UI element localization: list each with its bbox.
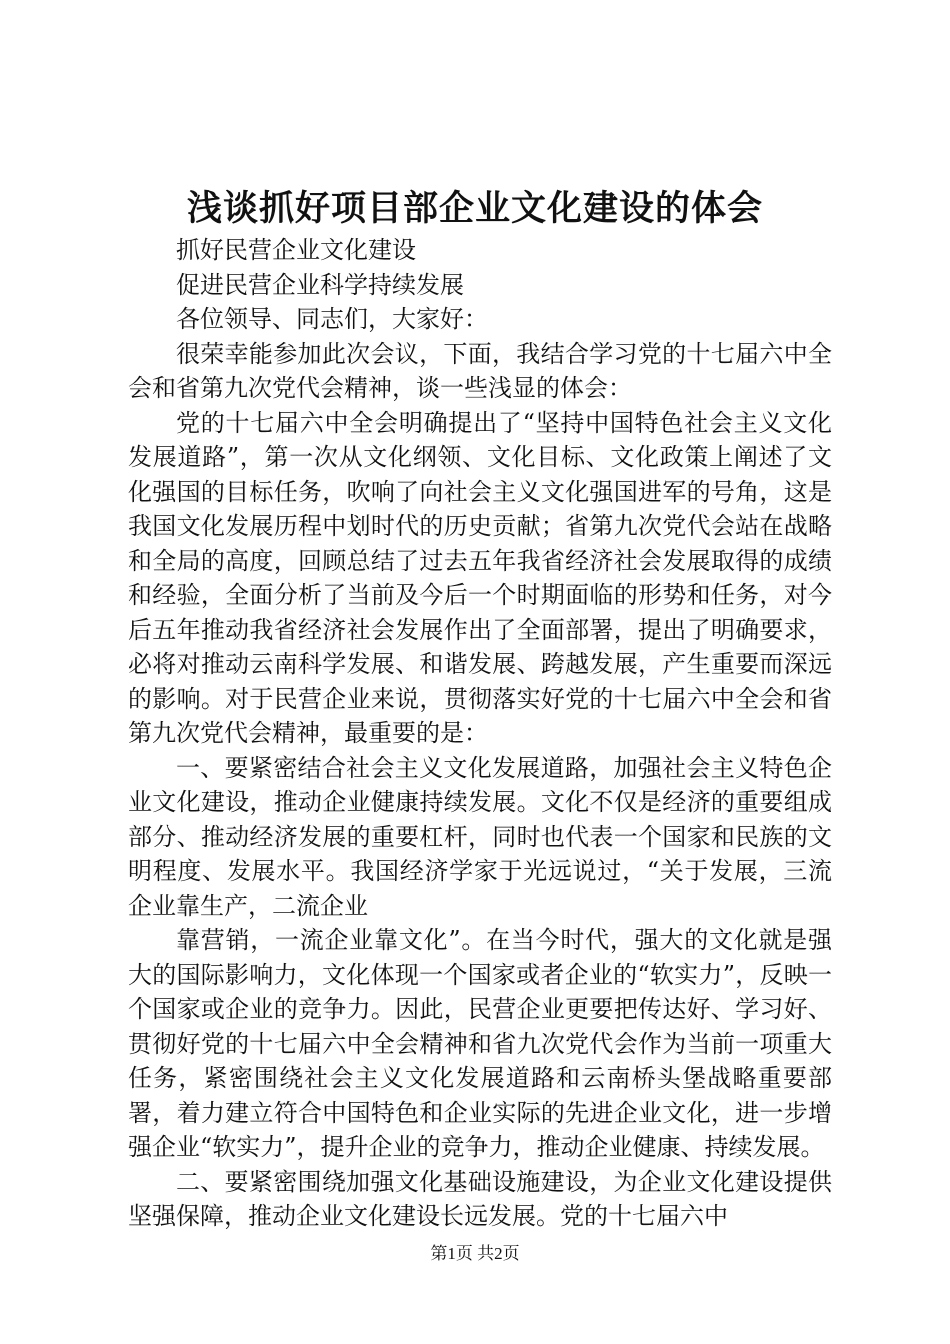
body-paragraph: 很荣幸能参加此次会议，下面，我结合学习党的十七届六中全会和省第九次党代会精神，谈一些浅显的体会： (128, 339, 832, 402)
body-paragraph: 党的十七届六中全会明确提出了“坚持中国特色社会主义文化发展道路”，第一次从文化纲领、文化目标、文化政策上阐述了文化强国的目标任务，吹响了向社会主义文化强国进军的号角，这是我国文化发展历程中划时代的历史贡献；省第九次党代会站在战略和全局的高度，回顾总结了过去五年我省经济社会发展取得的成绩和经验，全面分析了当前及今后一个时期面临的形势和任务，对今后五年推动我省经济社会发展作出了全面部署，提出了明确要求，必将对推动云南科学发展、和谐发展、跨越发展，产生重要而深远的影响。对于民营企业来说，贯彻落实好党的十七届六中全会和省第九次党代会精神，最重要的是： (128, 408, 832, 747)
body-paragraph: 二、要紧密围绕加强文化基础设施建设，为企业文化建设提供坚强保障，推动企业文化建设长远发展。党的十七届六中 (128, 1167, 832, 1230)
document-title: 浅谈抓好项目部企业文化建设的体会 (186, 188, 763, 229)
page-footer: 第1页 共2页 (430, 1244, 520, 1263)
body-paragraph: 靠营销，一流企业靠文化”。在当今时代，强大的文化就是强大的国际影响力，文化体现一个国家或者企业的“软实力”，反映一个国家或企业的竞争力。因此，民营企业更要把传达好、学习好、贯彻好党的十七届六中全会精神和省九次党代会作为当前一项重大任务，紧密围绕社会主义文化发展道路和云南桥头堡战略重要部署，着力建立符合中国特色和企业实际的先进企业文化，进一步增强企业“软实力”，提升企业的竞争力，推动企业健康、持续发展。 (128, 926, 832, 1161)
document-body (128, 233, 832, 1234)
subtitle-line-2: 促进民营企业科学持续发展 (176, 270, 464, 299)
body-paragraph: 一、要紧密结合社会主义文化发展道路，加强社会主义特色企业文化建设，推动企业健康持续发展。文化不仅是经济的重要组成部分、推动经济发展的重要杠杆，同时也代表一个国家和民族的文明程度、发展水平。我国经济学家于光远说过，“关于发展，三流企业靠生产，二流企业 (128, 753, 832, 920)
subtitle-line-1: 抓好民营企业文化建设 (176, 236, 416, 264)
salutation: 各位领导、同志们，大家好： (176, 305, 488, 333)
